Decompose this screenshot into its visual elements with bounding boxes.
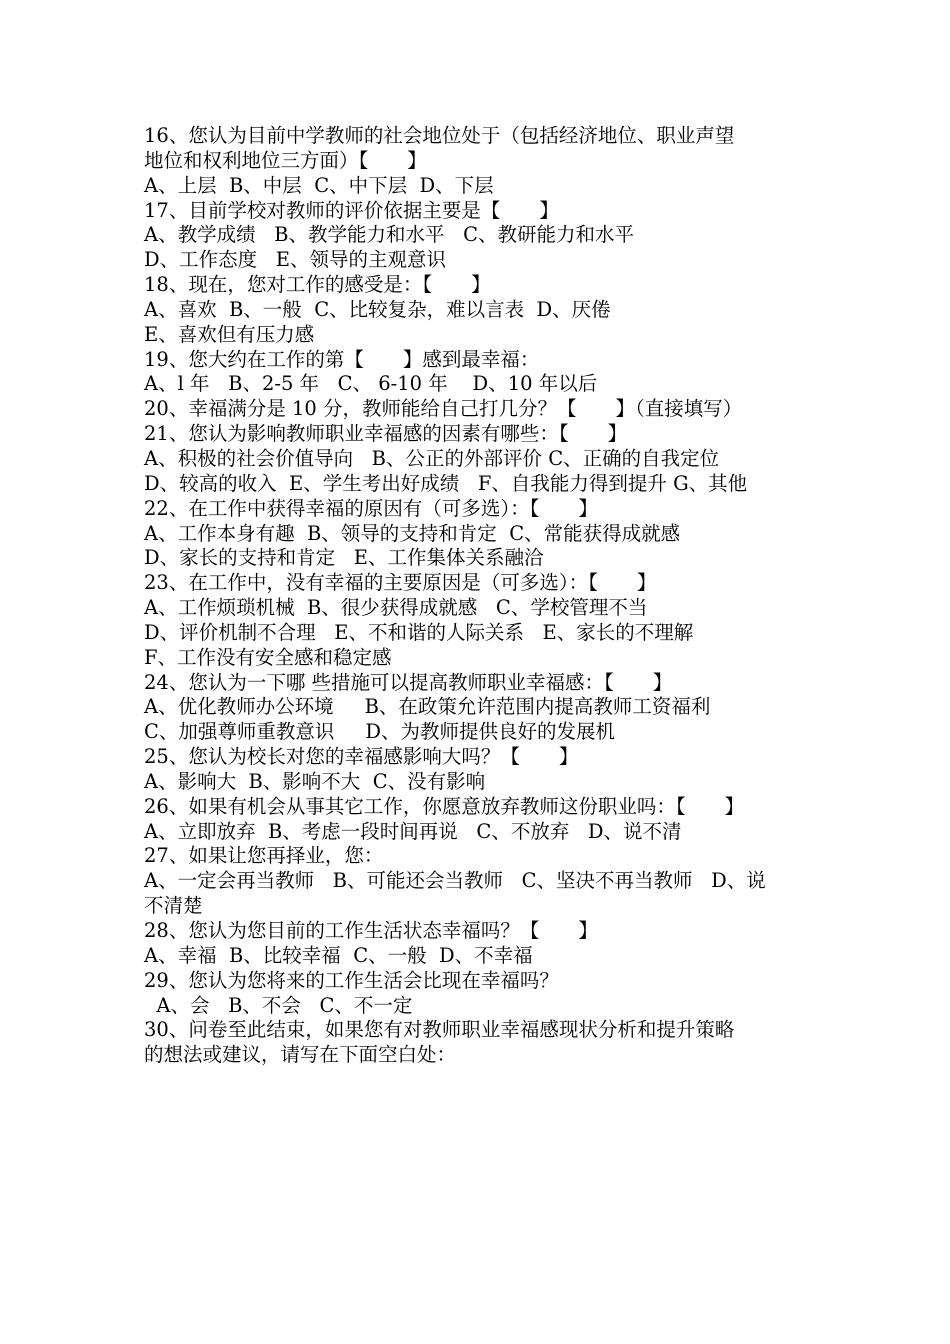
q24-options-line1: A、优化教师办公环境 B、在政策允许范围内提高教师工资福利	[144, 695, 711, 719]
q24-text: 24、您认为一下哪 些措施可以提高教师职业幸福感：【 】	[144, 670, 673, 694]
q23-options-line1: A、工作烦琐机械 B、很少获得成就感 C、学校管理不当	[144, 596, 648, 620]
q22-options-line1: A、工作本身有趣 B、领导的支持和肯定 C、常能获得成就感	[144, 521, 681, 545]
q27-text: 27、如果让您再择业，您：	[144, 844, 384, 868]
q19-text: 19、您大约在工作的第【 】感到最幸福：	[144, 347, 540, 371]
q22-text: 22、在工作中获得幸福的原因有（可多选）：【 】	[144, 496, 598, 520]
q24-options-line2: C、加强尊师重教意识 D、为教师提供良好的发展机	[144, 720, 616, 744]
q21-options-line1: A、积极的社会价值导向 B、公正的外部评价 C、正确的自我定位	[144, 446, 720, 470]
q19-options: A、l 年 B、2-5 年 C、 6-10 年 D、10 年以后	[144, 372, 598, 396]
q25-options: A、影响大 B、影响不大 C、没有影响	[144, 769, 486, 793]
q30-text-line2: 的想法或建议，请写在下面空白处：	[144, 1043, 457, 1067]
q21-options-line2: D、较高的收入 E、学生考出好成绩 F、自我能力得到提升 G、其他	[144, 471, 748, 495]
q30-text-line1: 30、问卷至此结束，如果您有对教师职业幸福感现状分析和提升策略	[144, 1018, 735, 1042]
q16-options: A、上层 B、中层 C、中下层 D、下层	[144, 173, 494, 197]
q26-options: A、立即放弃 B、考虑一段时间再说 C、不放弃 D、说不清	[144, 819, 682, 843]
q17-text: 17、目前学校对教师的评价依据主要是【 】	[144, 198, 559, 222]
q29-text: 29、您认为您将来的工作生活会比现在幸福吗？	[144, 968, 559, 992]
q18-text: 18、现在，您对工作的感受是：【 】	[144, 273, 491, 297]
q16-text-line2: 地位和权利地位三方面）【 】	[144, 148, 427, 172]
q26-text: 26、如果有机会从事其它工作，你愿意放弃教师这份职业吗：【 】	[144, 794, 745, 818]
q20-text: 20、幸福满分是 10 分，教师能给自己打几分？【 】（直接填写）	[144, 397, 743, 421]
q27-options-line2: 不清楚	[144, 894, 203, 918]
q28-text: 28、您认为您目前的工作生活状态幸福吗？【 】	[144, 919, 598, 942]
q16-text-line1: 16、您认为目前中学教师的社会地位处于（包括经济地位、职业声望	[144, 124, 735, 147]
q23-options-line3: F、工作没有安全感和稳定感	[144, 645, 392, 669]
q22-options-line2: D、家长的支持和肯定 E、工作集体关系融洽	[144, 546, 544, 570]
q18-options-line2: E、喜欢但有压力感	[144, 322, 315, 346]
q17-options-line1: A、教学成绩 B、教学能力和水平 C、教研能力和水平	[144, 223, 635, 247]
q23-options-line2: D、评价机制不合理 E、不和谐的人际关系 E、家长的不理解	[144, 620, 694, 644]
q21-text: 21、您认为影响教师职业幸福感的因素有哪些：【 】	[144, 422, 628, 446]
q29-options: A、会 B、不会 C、不一定	[144, 993, 413, 1017]
q18-options-line1: A、喜欢 B、一般 C、比较复杂，难以言表 D、厌倦	[144, 297, 611, 321]
q17-options-line2: D、工作态度 E、领导的主观意识	[144, 248, 446, 272]
q25-text: 25、您认为校长对您的幸福感影响大吗？【 】	[144, 745, 579, 769]
questionnaire-page	[144, 124, 812, 1068]
q23-text: 23、在工作中，没有幸福的主要原因是（可多选）：【 】	[144, 571, 657, 595]
q28-options: A、幸福 B、比较幸福 C、一般 D、不幸福	[144, 943, 533, 967]
q27-options-line1: A、一定会再当教师 B、可能还会当教师 C、坚决不再当教师 D、说	[144, 869, 766, 893]
